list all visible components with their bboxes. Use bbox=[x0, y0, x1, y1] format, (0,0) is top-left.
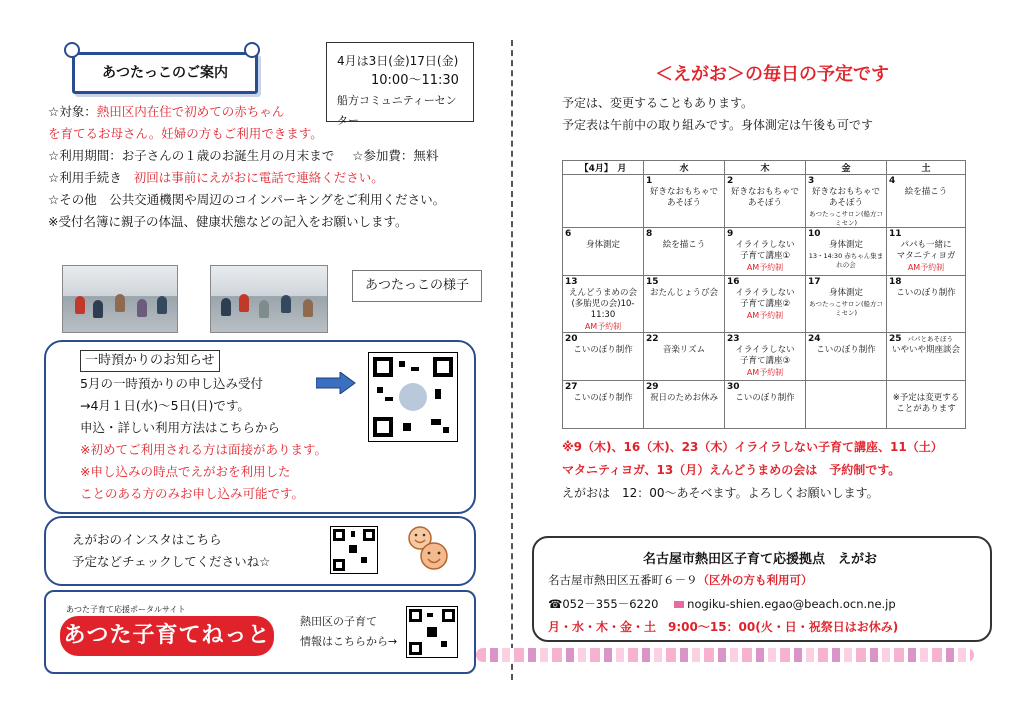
calendar-day-header bbox=[563, 276, 643, 288]
calendar-day-header bbox=[806, 333, 886, 345]
calendar-day-cell bbox=[887, 175, 966, 228]
info-other: ☆その他 公共交通機関や周辺のコインパーキングをご利用ください。 bbox=[48, 192, 446, 207]
calendar-header-row bbox=[563, 161, 966, 175]
calendar-event-note: あつたっこサロン(船方コミセン) bbox=[808, 210, 884, 227]
calendar-day-cell bbox=[806, 276, 887, 333]
schedule-sub2: 予定表は午前中の取り組みです。身体測定は午後も可です bbox=[562, 118, 874, 132]
calendar-day-cell bbox=[806, 333, 887, 381]
calendar-day-cell bbox=[725, 276, 806, 333]
page-divider bbox=[511, 40, 513, 680]
calendar-day-cell bbox=[563, 228, 644, 276]
egao-schedule-title: ＜えがお＞の毎日の予定です bbox=[655, 64, 889, 85]
calendar-reservation-label: AM予約制 bbox=[746, 311, 784, 320]
calendar-event-text: 好きなおもちゃで bbox=[649, 187, 718, 197]
fee-text: ☆参加費：無料 bbox=[352, 148, 439, 163]
calendar-reservation-label: AM予約制 bbox=[746, 368, 784, 377]
smiling-faces-icon bbox=[404, 522, 450, 574]
calendar-event-text: こいのぼり制作 bbox=[573, 345, 633, 355]
period-text: ☆利用期間：お子さんの１歳のお誕生月の月末まで bbox=[48, 148, 335, 163]
temp-care-red2: ※申し込みの時点でえがおを利用した bbox=[80, 464, 291, 479]
calendar-day-cell bbox=[644, 381, 725, 429]
calendar-day-number: 1 bbox=[646, 176, 653, 186]
calendar-day-number: 29 bbox=[646, 382, 659, 392]
calendar-day-number: 25 bbox=[889, 334, 902, 344]
calendar-day-number: 30 bbox=[727, 382, 740, 392]
calendar-day-cell bbox=[644, 276, 725, 333]
calendar-event-text: あそぼう bbox=[666, 198, 701, 208]
calendar-day-header bbox=[806, 228, 886, 240]
calendar-event-text: イライラしない bbox=[735, 240, 795, 250]
notice-red-1: ※9（木)、16（木)、23（木）イライラしない子育て講座、11（土） bbox=[562, 440, 943, 454]
calendar-day-number: 23 bbox=[727, 334, 740, 344]
mail-icon bbox=[674, 601, 684, 608]
calendar-day-number: 11 bbox=[889, 229, 902, 239]
calendar-day-header bbox=[806, 276, 886, 288]
info-target bbox=[48, 102, 284, 122]
calendar-reservation-label: AM予約制 bbox=[746, 263, 784, 272]
calendar-event-text: マタニティヨガ bbox=[896, 251, 956, 261]
calendar-day-cell bbox=[725, 228, 806, 276]
temp-care-qr-code[interactable] bbox=[368, 352, 458, 442]
calendar-day-number: 16 bbox=[727, 277, 740, 287]
calendar-week-row bbox=[563, 228, 966, 276]
portal-logo-text: あつた子育てねっと bbox=[63, 623, 271, 648]
calendar-day-number: 20 bbox=[565, 334, 578, 344]
calendar-event-text: 子育て講座③ bbox=[739, 356, 791, 366]
calendar-day-number: 6 bbox=[565, 229, 572, 239]
atsutakko-title-banner bbox=[72, 52, 258, 94]
calendar-day-number: 10 bbox=[808, 229, 821, 239]
calendar-event-text: 好きなおもちゃで bbox=[811, 187, 880, 197]
calendar-day-cell bbox=[563, 333, 644, 381]
calendar-event-text: こいのぼり制作 bbox=[735, 393, 795, 403]
calendar-day-cell bbox=[563, 276, 644, 333]
calendar-day-cell bbox=[644, 228, 725, 276]
footer-address-line bbox=[548, 572, 813, 588]
atsutakko-title: あつたっこのご案内 bbox=[102, 65, 228, 81]
procedure-text: 初回は事前にえがおに電話で連絡ください。 bbox=[133, 170, 384, 185]
calendar-day-header bbox=[887, 175, 965, 187]
insta-line2: 予定などチェックしてくださいね☆ bbox=[72, 554, 271, 569]
calendar-day-header bbox=[725, 175, 805, 187]
calendar-day-header bbox=[644, 381, 724, 393]
calendar-event-note: 13・14:30 赤ちゃん集まれの会 bbox=[808, 252, 884, 269]
target-text-2: を育てるお母さん。妊婦の方もご利用できます。 bbox=[48, 126, 323, 141]
temp-care-line3: 申込・詳しい利用方法はこちらから bbox=[80, 420, 281, 435]
calendar-day-number: 15 bbox=[646, 277, 659, 287]
calendar-day-cell bbox=[563, 175, 644, 228]
footer-email[interactable]: nogiku-shien.egao@beach.ocn.ne.jp bbox=[687, 597, 896, 611]
footer-title: 名古屋市熱田区子育て応援拠点 えがお bbox=[642, 552, 877, 567]
calendar-week-row bbox=[563, 276, 966, 333]
calendar-event-text: あそぼう bbox=[828, 198, 863, 208]
calendar-week-row bbox=[563, 333, 966, 381]
calendar-week-row bbox=[563, 381, 966, 429]
notice-black: えがおは 12：00～あそべます。よろしくお願いします。 bbox=[562, 486, 879, 500]
calendar-day-cell bbox=[887, 276, 966, 333]
portal-logo[interactable] bbox=[60, 616, 274, 656]
calendar-day-cell bbox=[644, 333, 725, 381]
calendar-event-text: ※予定は変更する bbox=[892, 393, 960, 403]
calendar-day-header bbox=[644, 276, 724, 288]
calendar-header-cell: 【4月】 月 bbox=[563, 161, 644, 175]
schedule-sub1: 予定は、変更することもあります。 bbox=[562, 96, 754, 110]
calendar-week-row bbox=[563, 175, 966, 228]
calendar-event-text: えんどうまめの会 bbox=[568, 288, 637, 298]
footer-address-note: （区外の方も利用可） bbox=[697, 573, 813, 587]
calendar-day-header bbox=[644, 175, 724, 187]
calendar-event-text: 子育て講座② bbox=[739, 299, 791, 309]
temp-care-red1: ※初めてご利用される方は面接があります。 bbox=[80, 442, 327, 457]
footer-contact-line bbox=[548, 596, 896, 612]
temp-care-line1: 5月の一時預かりの申し込み受付 bbox=[80, 376, 263, 391]
calendar-day-cell bbox=[887, 333, 966, 381]
april-calendar bbox=[562, 160, 966, 429]
calendar-event-text: こいのぼり制作 bbox=[573, 393, 633, 403]
calendar-day-tag: パパとあそぼう bbox=[907, 335, 954, 343]
notice-red-2: マタニティヨガ、13（月）えんどうまめの会は 予約制です。 bbox=[562, 463, 901, 477]
calendar-day-cell bbox=[563, 381, 644, 429]
calendar-day-number: 13 bbox=[565, 277, 578, 287]
calendar-day-number: 3 bbox=[808, 176, 815, 186]
insta-line1: えがおのインスタはこちら bbox=[72, 532, 222, 547]
calendar-event-note: あつたっこサロン(船方コミセン) bbox=[808, 300, 884, 317]
calendar-day-number: 18 bbox=[889, 277, 902, 287]
calendar-day-cell bbox=[887, 228, 966, 276]
calendar-day-cell bbox=[887, 381, 966, 429]
calendar-day-number: 9 bbox=[727, 229, 734, 239]
target-label: ☆対象： bbox=[48, 104, 97, 119]
instagram-qr-code[interactable] bbox=[330, 526, 378, 574]
calendar-day-cell bbox=[806, 381, 887, 429]
portal-line1: 熱田区の子育て bbox=[300, 615, 377, 628]
calendar-day-header bbox=[806, 175, 886, 187]
calendar-day-header bbox=[563, 175, 643, 187]
calendar-event-text: (多胎児の会)10-11:30 bbox=[571, 299, 635, 320]
info-procedure bbox=[48, 168, 384, 188]
calendar-day-header bbox=[725, 276, 805, 288]
calendar-day-header bbox=[563, 228, 643, 240]
calendar-body bbox=[563, 175, 966, 429]
calendar-header-cell: 木 bbox=[725, 161, 806, 175]
footer-phone[interactable]: ☎052－355－6220 bbox=[548, 597, 659, 611]
temp-care-red3: ことのある方のみお申し込み可能です。 bbox=[80, 486, 305, 501]
calendar-header-cell: 金 bbox=[806, 161, 887, 175]
calendar-event-text: 祝日のためお休み bbox=[649, 393, 718, 403]
calendar-event-text: こいのぼり制作 bbox=[816, 345, 876, 355]
calendar-reservation-label: AM予約制 bbox=[584, 322, 622, 331]
calendar-day-header bbox=[887, 228, 965, 240]
calendar-day-number: 8 bbox=[646, 229, 653, 239]
calendar-day-header bbox=[806, 381, 886, 393]
calendar-day-header bbox=[644, 228, 724, 240]
portal-line2: 情報はこちらから→ bbox=[300, 635, 398, 648]
photo-caption: あつたっこの様子 bbox=[352, 270, 482, 302]
activity-photo-2 bbox=[210, 265, 328, 333]
procedure-label: ☆利用手続き bbox=[48, 170, 122, 185]
calendar-day-header bbox=[563, 333, 643, 345]
calendar-event-text: こいのぼり制作 bbox=[896, 288, 956, 298]
info-period bbox=[48, 146, 438, 166]
calendar-event-text: パパも一緒に bbox=[900, 240, 952, 250]
calendar-day-cell bbox=[725, 175, 806, 228]
calendar-day-cell bbox=[644, 175, 725, 228]
arrow-right-icon bbox=[316, 372, 356, 394]
calendar-event-text: 音楽リズム bbox=[662, 345, 706, 355]
calendar-day-header bbox=[644, 333, 724, 345]
portal-qr-code[interactable] bbox=[406, 606, 458, 658]
calendar-reservation-label: AM予約制 bbox=[907, 263, 945, 272]
schedule-dates: 4月は3日(金)17日(金) bbox=[337, 54, 459, 68]
calendar-day-header bbox=[887, 381, 965, 393]
calendar-day-header bbox=[887, 333, 965, 345]
calendar-day-number: 27 bbox=[565, 382, 578, 392]
calendar-event-text: あそぼう bbox=[747, 198, 782, 208]
calendar-event-text: 身体測定 bbox=[828, 288, 863, 298]
schedule-time: 10:00～11:30 bbox=[371, 73, 459, 88]
calendar-day-number: 2 bbox=[727, 176, 734, 186]
calendar-day-header bbox=[725, 228, 805, 240]
calendar-event-text: イライラしない bbox=[735, 288, 795, 298]
calendar-event-text: 子育て講座① bbox=[739, 251, 791, 261]
activity-photo-1 bbox=[62, 265, 178, 333]
calendar-day-cell bbox=[806, 175, 887, 228]
calendar-event-text: おたんじょうび会 bbox=[649, 288, 718, 298]
calendar-event-text: 絵を描こう bbox=[662, 240, 706, 250]
calendar-day-cell bbox=[806, 228, 887, 276]
banner-pin bbox=[64, 42, 80, 58]
calendar-header-cell: 土 bbox=[887, 161, 966, 175]
calendar-day-header bbox=[725, 381, 805, 393]
calendar-day-header bbox=[563, 381, 643, 393]
calendar-event-text: 絵を描こう bbox=[904, 187, 948, 197]
calendar-header-cell: 水 bbox=[644, 161, 725, 175]
calendar-day-header bbox=[887, 276, 965, 288]
calendar-event-text: 身体測定 bbox=[585, 240, 620, 250]
banner-pin bbox=[244, 42, 260, 58]
flower-decoration bbox=[476, 648, 974, 662]
target-text: 熱田区内在住で初めての赤ちゃん bbox=[96, 104, 285, 119]
calendar-day-number: 22 bbox=[646, 334, 659, 344]
portal-small-label: あつた子育て応援ポータルサイト bbox=[66, 605, 186, 614]
calendar-event-text: 好きなおもちゃで bbox=[730, 187, 799, 197]
temp-care-line2: →4月１日(水)～5日(日)です。 bbox=[80, 398, 250, 413]
calendar-event-text: 身体測定 bbox=[828, 240, 863, 250]
calendar-day-header bbox=[725, 333, 805, 345]
temp-care-heading: 一時預かりのお知らせ bbox=[80, 350, 220, 372]
footer-address: 名古屋市熱田区五番町６－９ bbox=[548, 573, 698, 587]
calendar-day-number: 4 bbox=[889, 176, 896, 186]
schedule-box bbox=[326, 42, 474, 127]
calendar-day-cell bbox=[725, 333, 806, 381]
calendar-day-number: 24 bbox=[808, 334, 821, 344]
info-note: ※受付名簿に親子の体温、健康状態などの記入をお願いします。 bbox=[48, 214, 408, 229]
calendar-event-text: いやいや期座談会 bbox=[891, 345, 960, 355]
calendar-day-number: 17 bbox=[808, 277, 821, 287]
calendar-day-cell bbox=[725, 381, 806, 429]
footer-hours: 月・水・木・金・土 9:00～15：00(火・日・祝祭日はお休み) bbox=[548, 620, 899, 634]
calendar-event-text: イライラしない bbox=[735, 345, 795, 355]
schedule-place: 船方コミュニティーセンター bbox=[337, 94, 457, 127]
calendar-event-text: ことがあります bbox=[896, 404, 956, 414]
